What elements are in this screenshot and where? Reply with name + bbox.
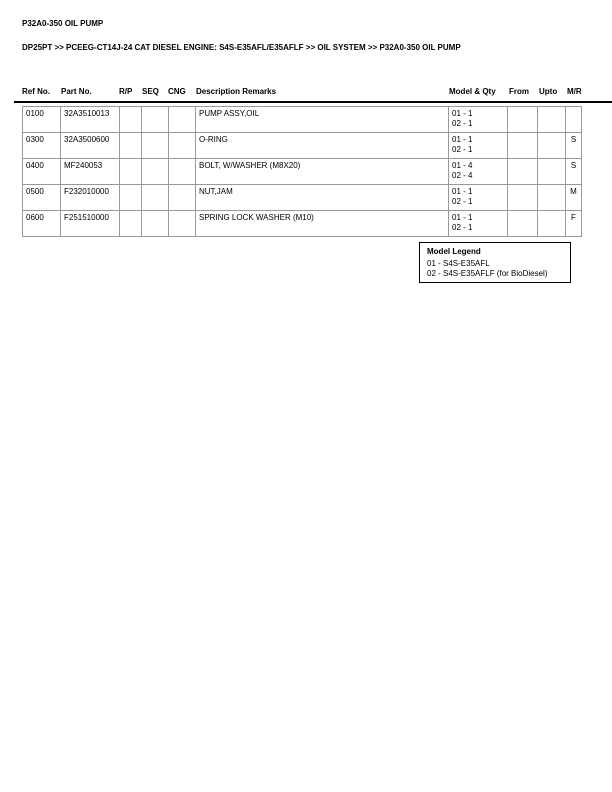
model-qty-line: 01 - 1: [452, 135, 473, 144]
description-cell: NUT,JAM: [196, 185, 449, 211]
model-qty-cell: [449, 159, 508, 185]
description-cell: PUMP ASSY,OIL: [196, 107, 449, 133]
col-from: From: [509, 87, 529, 96]
from-cell: [508, 159, 538, 185]
table-row: [23, 107, 582, 133]
breadcrumb: DP25PT >> PCEEG-CT14J-24 CAT DIESEL ENGINE: S4S-E35AFL/E35AFLF >> OIL SYSTEM >> P32A0-350 OIL PUMP: [22, 43, 461, 52]
model-qty-cell: [449, 211, 508, 237]
part-no-cell: F232010000: [61, 185, 120, 211]
upto-cell: [538, 185, 566, 211]
cng-cell: [169, 107, 196, 133]
table-row: [23, 211, 582, 237]
cng-cell: [169, 159, 196, 185]
mr-cell: S: [566, 159, 582, 185]
from-cell: [508, 211, 538, 237]
parts-table: [22, 106, 582, 237]
legend-title: Model Legend: [427, 247, 481, 256]
ref-no-cell: 0300: [23, 133, 61, 159]
model-qty-line: 01 - 1: [452, 213, 473, 222]
rp-cell: [120, 133, 142, 159]
seq-cell: [142, 159, 169, 185]
mr-cell: [566, 107, 582, 133]
col-mr: M/R: [567, 87, 582, 96]
col-cng: CNG: [168, 87, 186, 96]
col-part-no: Part No.: [61, 87, 92, 96]
mr-cell: S: [566, 133, 582, 159]
col-rp: R/P: [119, 87, 133, 96]
upto-cell: [538, 159, 566, 185]
table-row: [23, 185, 582, 211]
col-seq: SEQ: [142, 87, 159, 96]
model-qty-line: 02 - 4: [452, 171, 473, 180]
ref-no-cell: 0500: [23, 185, 61, 211]
legend-item: 01 - S4S-E35AFL: [427, 259, 490, 268]
col-ref-no: Ref No.: [22, 87, 50, 96]
upto-cell: [538, 107, 566, 133]
rp-cell: [120, 185, 142, 211]
legend-item: 02 - S4S-E35AFLF (for BioDiesel): [427, 269, 548, 278]
rp-cell: [120, 211, 142, 237]
col-model-qty: Model & Qty: [449, 87, 496, 96]
model-qty-cell: [449, 133, 508, 159]
rp-cell: [120, 107, 142, 133]
page-title: P32A0-350 OIL PUMP: [22, 19, 104, 28]
part-no-cell: MF240053: [61, 159, 120, 185]
model-qty-line: 02 - 1: [452, 145, 473, 154]
from-cell: [508, 133, 538, 159]
model-qty-line: 02 - 1: [452, 197, 473, 206]
mr-cell: M: [566, 185, 582, 211]
col-description: Description Remarks: [196, 87, 277, 96]
model-qty-line: 02 - 1: [452, 119, 473, 128]
seq-cell: [142, 211, 169, 237]
upto-cell: [538, 211, 566, 237]
model-legend: [419, 242, 571, 283]
table-header: [0, 87, 612, 99]
model-qty-line: 01 - 4: [452, 161, 473, 170]
model-qty-cell: [449, 185, 508, 211]
part-no-cell: F251510000: [61, 211, 120, 237]
header-divider: [14, 101, 612, 103]
model-qty-cell: [449, 107, 508, 133]
ref-no-cell: 0600: [23, 211, 61, 237]
seq-cell: [142, 185, 169, 211]
upto-cell: [538, 133, 566, 159]
model-qty-line: 02 - 1: [452, 223, 473, 232]
rp-cell: [120, 159, 142, 185]
cng-cell: [169, 185, 196, 211]
col-upto: Upto: [539, 87, 558, 96]
description-cell: O-RING: [196, 133, 449, 159]
part-no-cell: 32A3500600: [61, 133, 120, 159]
mr-cell: F: [566, 211, 582, 237]
description-cell: BOLT, W/WASHER (M8X20): [196, 159, 449, 185]
part-no-cell: 32A3510013: [61, 107, 120, 133]
cng-cell: [169, 133, 196, 159]
table-row: [23, 159, 582, 185]
seq-cell: [142, 107, 169, 133]
from-cell: [508, 185, 538, 211]
ref-no-cell: 0400: [23, 159, 61, 185]
seq-cell: [142, 133, 169, 159]
ref-no-cell: 0100: [23, 107, 61, 133]
model-qty-line: 01 - 1: [452, 187, 473, 196]
from-cell: [508, 107, 538, 133]
cng-cell: [169, 211, 196, 237]
description-cell: SPRING LOCK WASHER (M10): [196, 211, 449, 237]
table-row: [23, 133, 582, 159]
model-qty-line: 01 - 1: [452, 109, 473, 118]
